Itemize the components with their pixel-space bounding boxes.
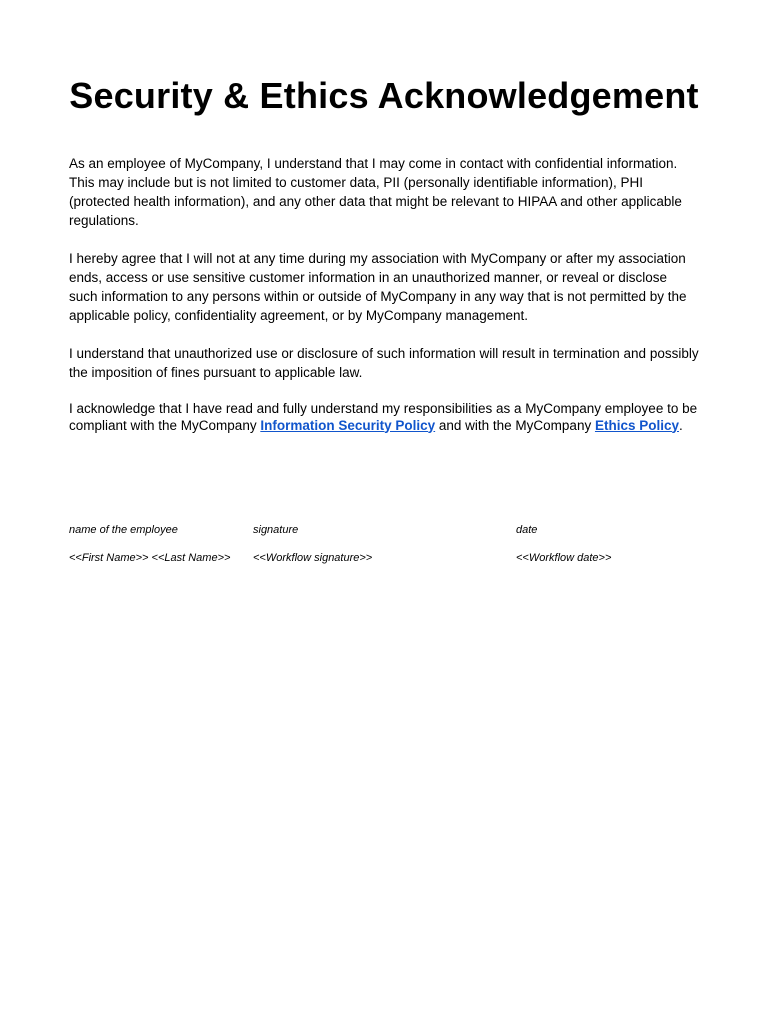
signature-placeholder: <<Workflow signature>> — [253, 552, 373, 564]
date-label: date — [516, 524, 538, 536]
acknowledgement-text-middle: and with the MyCompany — [435, 417, 595, 433]
date-placeholder: <<Workflow date>> — [516, 552, 612, 564]
signature-label: signature — [253, 524, 299, 536]
agreement-paragraph: I hereby agree that I will not at any time during my association with MyCompany or after my association ends, access or use sensitive customer information in an unauthorized manner, or reveal or disclose such information to any persons within or outside of MyCompany in any way that is not permitted by the applicable policy, confidentiality agreement, or by MyCompany management. — [69, 251, 687, 323]
confidentiality-paragraph: As an employee of MyCompany, I understand that I may come in contact with confidential information. This may include but is not limited to customer data, PII (personally identifiable information), PHI (protected health information), and any other data that might be relevant to HIPAA and other applicable regulations. — [69, 156, 682, 228]
page-title: Security & Ethics Acknowledgement — [69, 75, 699, 116]
acknowledgement-text-before: I acknowledge that I have read and fully understand my responsibilities as a MyCompany employee to be compliant with the MyCompany — [69, 401, 698, 433]
ethics-policy-link[interactable]: Ethics Policy — [594, 417, 679, 433]
employee-name-placeholder: <<First Name>> <<Last Name>> — [69, 552, 231, 564]
acknowledgement-text-after: . — [679, 417, 683, 433]
employee-name-label: name of the employee — [69, 524, 178, 536]
consequences-paragraph: I understand that unauthorized use or disclosure of such information will result in termination and possibly the imposition of fines pursuant to applicable law. — [69, 346, 699, 380]
information-security-policy-link[interactable]: Information Security Policy — [260, 417, 436, 433]
acknowledgement-paragraph — [69, 401, 699, 434]
